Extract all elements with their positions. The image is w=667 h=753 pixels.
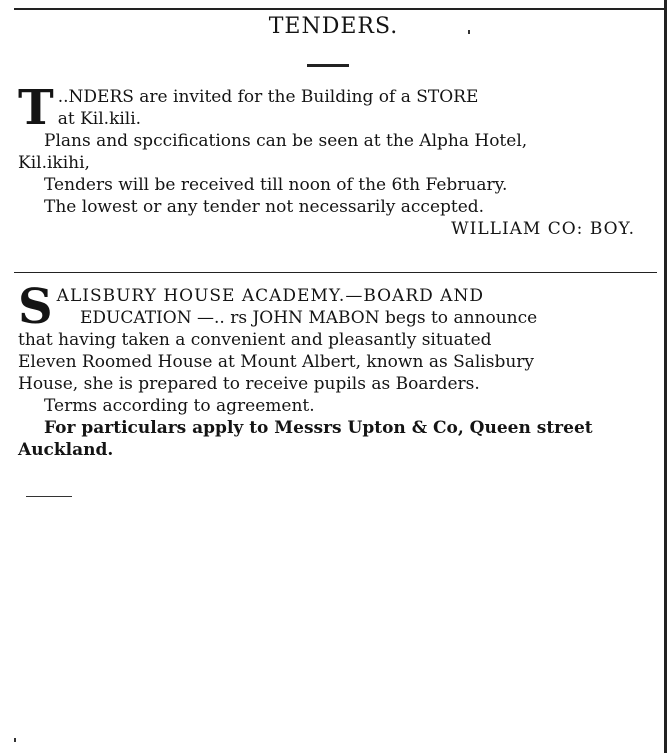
academy-line-5: House, she is prepared to receive pupils as Boarders. [18,374,480,394]
tenders-notice [18,80,657,240]
print-speck [468,30,470,34]
tenders-line-4: Kil.ikihi, [18,153,90,173]
academy-dropcap: S [18,279,53,335]
tenders-dropcap: T [18,80,54,136]
tenders-line-3: Plans and spccifications can be seen at the Alpha Hotel, [44,131,528,151]
top-rule [14,8,667,10]
print-speck [14,738,16,742]
academy-line-3: that having taken a convenient and pleasantly situated [18,330,492,350]
academy-line-6: Terms according to agreement. [44,396,315,416]
academy-line-8: Auckland. [18,440,114,460]
tenders-line-2: at Kil.kili. [57,109,142,129]
tenders-signature: WILLIAM CO: BOY. [451,219,635,239]
academy-line-2: EDUCATION —.. rs JOHN MABON begs to announce [80,308,538,328]
end-dash [26,496,72,497]
academy-line-1: ALISBURY HOUSE ACADEMY.—BOARD AND [56,286,484,306]
academy-line-4: Eleven Roomed House at Mount Albert, known as Salisbury [18,352,535,372]
heading-underline [307,64,349,67]
section-divider [14,272,657,273]
tenders-heading: TENDERS. [268,14,399,39]
academy-notice [18,279,659,461]
tenders-line-1: ..NDERS are invited for the Building of a STORE [57,87,479,107]
academy-line-7: For particulars apply to Messrs Upton & Co, Queen street [44,418,593,438]
tenders-line-6: The lowest or any tender not necessarily accepted. [44,197,485,217]
tenders-line-5: Tenders will be received till noon of the 6th February. [44,175,508,195]
